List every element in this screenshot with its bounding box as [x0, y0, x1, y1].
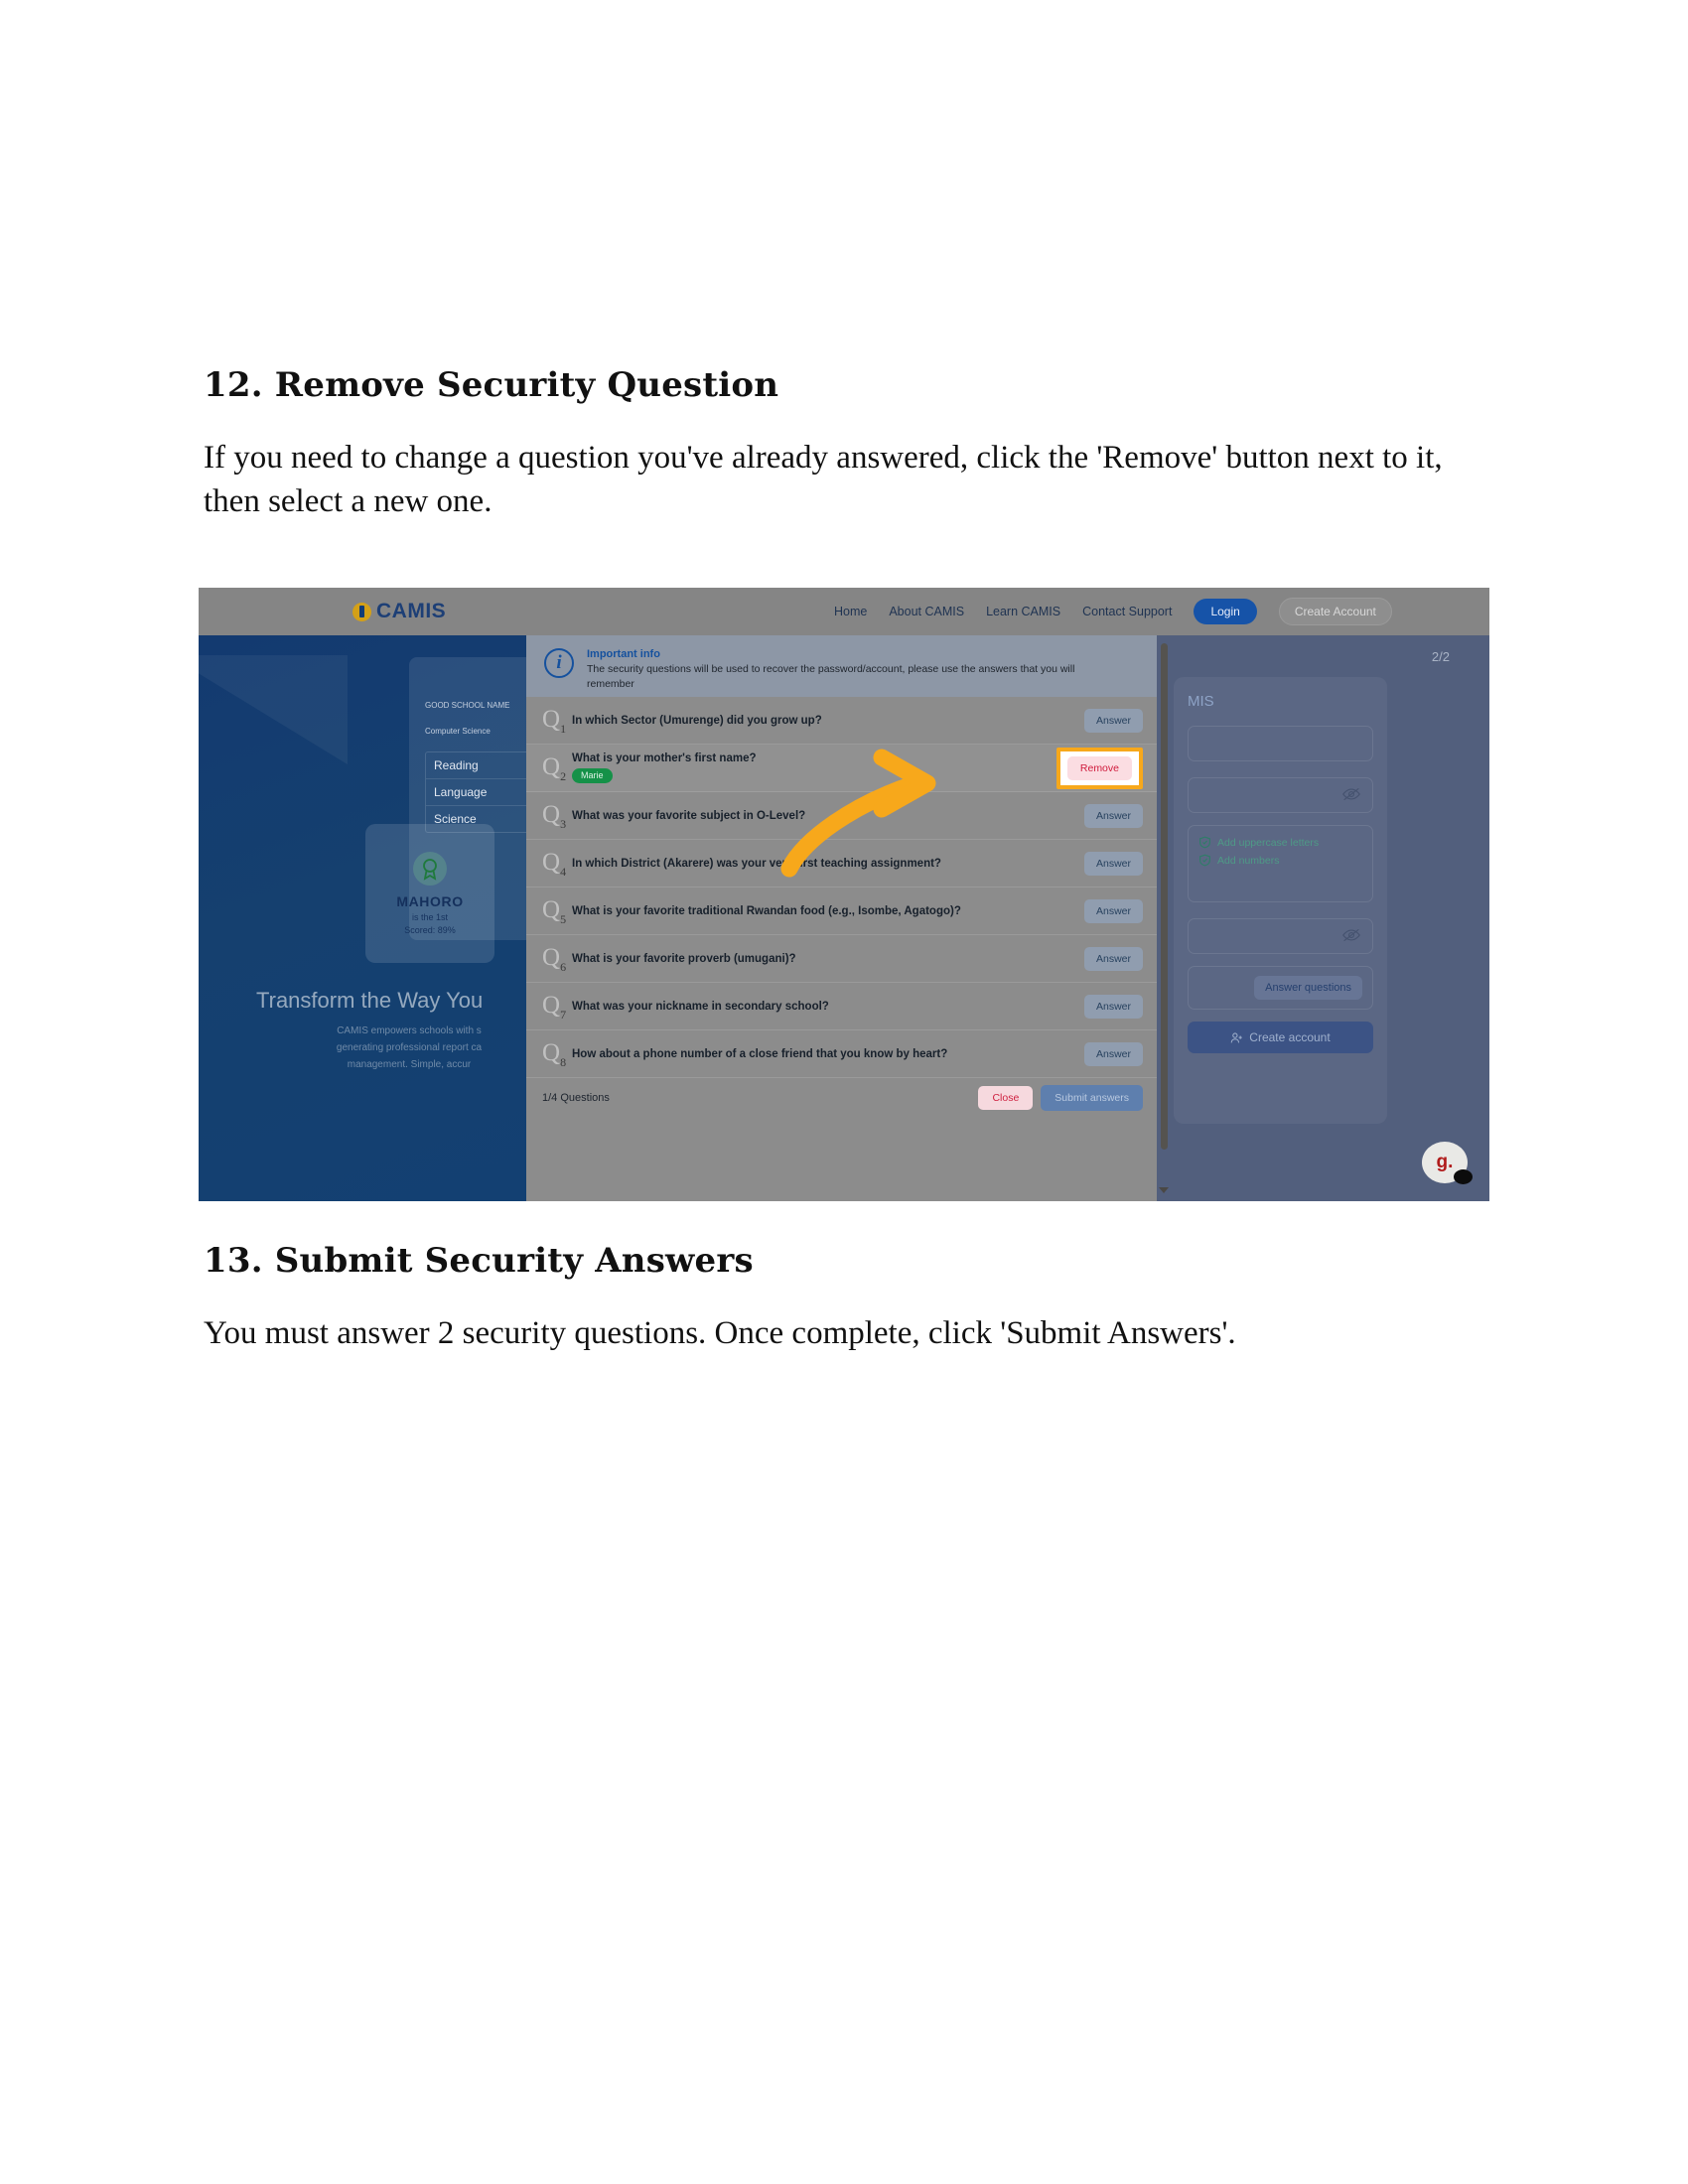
answer-questions-row [1188, 966, 1373, 1010]
question-number-badge: $Q_8$ [542, 1038, 567, 1069]
eye-off-icon[interactable] [1342, 787, 1360, 806]
username-field[interactable] [1188, 726, 1373, 761]
answer-button[interactable]: Answer [1084, 995, 1143, 1019]
question-label: In which Sector (Umurenge) did you grow up? [572, 714, 822, 727]
question-text-wrap [572, 1001, 1084, 1013]
award-card-preview [365, 824, 494, 963]
question-text-wrap [572, 905, 1084, 917]
question-text-wrap [572, 715, 1084, 727]
scrollbar-thumb[interactable] [1161, 643, 1168, 1150]
hero-panel [199, 635, 526, 1201]
question-number-badge: $Q_6$ [542, 943, 567, 974]
hint-uppercase-label: Add uppercase letters [1217, 836, 1320, 849]
decorative-triangle [169, 655, 348, 764]
nav-link-contact-support[interactable]: Contact Support [1082, 605, 1173, 618]
question-text-wrap [572, 752, 1056, 784]
nav-link-about-camis[interactable]: About CAMIS [889, 605, 965, 618]
password-hints [1188, 825, 1373, 902]
question-label: What is your mother's first name? [572, 751, 757, 764]
camis-logo[interactable] [352, 600, 446, 623]
report-subject-row: Reading [426, 752, 601, 779]
answer-button[interactable]: Answer [1084, 852, 1143, 876]
hero-subtext-line-1: CAMIS empowers schools with s [337, 1025, 482, 1036]
remove-button-highlight [1056, 748, 1143, 789]
question-progress-count: 1/4 Questions [542, 1092, 610, 1104]
camis-logo-icon [352, 603, 371, 621]
remove-button[interactable]: Remove [1067, 756, 1132, 780]
answer-questions-button[interactable]: Answer questions [1254, 976, 1362, 1000]
answer-button[interactable]: Answer [1084, 1042, 1143, 1066]
eye-off-icon[interactable] [1342, 928, 1360, 947]
hint-numbers [1198, 854, 1362, 867]
security-questions-modal [526, 635, 1157, 1201]
user-icon [1230, 1031, 1243, 1044]
create-account-submit-button[interactable] [1188, 1022, 1373, 1053]
question-number-badge: $Q_4$ [542, 848, 567, 879]
section-12-heading: 12. Remove Security Question [204, 365, 779, 405]
question-row-7 [526, 983, 1157, 1030]
question-text-wrap [572, 858, 1084, 870]
award-ribbon-icon [413, 852, 447, 886]
login-button[interactable]: Login [1194, 599, 1256, 624]
question-number: 6 [560, 959, 567, 974]
important-info-body: The security questions will be used to recover the password/account, please use the answers that you will remember [587, 663, 1075, 691]
answered-value-badge: Marie [572, 768, 613, 783]
create-account-submit-label: Create account [1249, 1030, 1331, 1044]
signup-card-title: MIS [1188, 693, 1214, 710]
modal-footer [526, 1078, 1157, 1118]
security-question-list [526, 697, 1157, 1078]
scroll-down-arrow-icon[interactable] [1159, 1187, 1169, 1193]
signup-card [1174, 677, 1387, 1124]
confirm-password-field[interactable] [1188, 918, 1373, 954]
question-number: 4 [560, 864, 567, 879]
camis-logo-text: CAMIS [376, 600, 447, 622]
hero-subtext [260, 1023, 558, 1073]
navbar-links [834, 598, 1392, 625]
answer-button[interactable]: Answer [1084, 804, 1143, 828]
section-13-heading: 13. Submit Security Answers [204, 1241, 754, 1281]
question-row-1 [526, 697, 1157, 745]
question-text-wrap [572, 953, 1084, 965]
question-label: What is your favorite traditional Rwandan food (e.g., Isombe, Agatogo)? [572, 904, 961, 917]
question-number: 3 [560, 816, 567, 831]
question-row-6 [526, 935, 1157, 983]
section-12-paragraph: If you need to change a question you've already answered, click the 'Remove' button next to it, then select a new one. [204, 440, 1443, 519]
answer-button[interactable]: Answer [1084, 947, 1143, 971]
question-number-badge: $Q_3$ [542, 800, 567, 831]
question-text-wrap [572, 1048, 1084, 1060]
modal-scrollbar[interactable] [1159, 643, 1170, 1189]
create-account-button[interactable]: Create Account [1279, 598, 1392, 625]
question-row-2 [526, 745, 1157, 792]
nav-link-home[interactable]: Home [834, 605, 868, 618]
section-13-paragraph: You must answer 2 security questions. Once complete, click 'Submit Answers'. [204, 1315, 1236, 1351]
hero-subtext-line-2: generating professional report ca [336, 1042, 483, 1053]
question-label: What is your favorite proverb (umugani)? [572, 952, 796, 965]
report-school-name: GOOD SCHOOL NAME [425, 701, 510, 710]
question-text-wrap [572, 810, 1084, 822]
question-number: 7 [560, 1007, 567, 1022]
embedded-screenshot [199, 588, 1489, 1201]
question-label: What was your favorite subject in O-Level? [572, 809, 806, 822]
hint-uppercase [1198, 836, 1362, 849]
question-row-8 [526, 1030, 1157, 1078]
scrollbar-track[interactable] [1159, 643, 1170, 1189]
award-student-name: MAHORO [396, 893, 464, 909]
hint-numbers-label: Add numbers [1217, 854, 1280, 867]
answer-button[interactable]: Answer [1084, 709, 1143, 733]
app-navbar [199, 588, 1489, 635]
question-number-badge: $Q_5$ [542, 895, 567, 926]
signup-panel [1157, 635, 1489, 1201]
question-number: 1 [560, 721, 567, 736]
nav-link-learn-camis[interactable]: Learn CAMIS [986, 605, 1061, 618]
question-number: 8 [560, 1054, 567, 1069]
award-score: Scored: 89% [404, 925, 456, 935]
info-icon: i [544, 648, 574, 678]
answer-button[interactable]: Answer [1084, 899, 1143, 923]
question-row-5 [526, 887, 1157, 935]
hero-subtext-line-3: management. Simple, accur [347, 1059, 472, 1070]
submit-answers-button[interactable]: Submit answers [1041, 1085, 1143, 1111]
question-number-badge: $Q_7$ [542, 991, 567, 1022]
important-info-title: Important info [587, 648, 660, 660]
question-number-badge: $Q_1$ [542, 705, 567, 736]
report-subject-row: Language [426, 779, 601, 806]
question-label: How about a phone number of a close friend that you know by heart? [572, 1047, 948, 1060]
password-field[interactable] [1188, 777, 1373, 813]
question-label: In which District (Akarere) was your very first teaching assignment? [572, 857, 941, 870]
grammarly-widget-badge[interactable]: g. [1422, 1142, 1468, 1183]
report-subject-row: Science [434, 812, 477, 827]
important-info-banner [526, 635, 1157, 697]
question-row-3 [526, 792, 1157, 840]
award-rank: is the 1st [411, 912, 449, 922]
report-course: Computer Science [425, 726, 491, 736]
close-button[interactable]: Close [978, 1086, 1033, 1110]
question-label: What was your nickname in secondary school? [572, 1000, 829, 1013]
step-indicator: 2/2 [1431, 649, 1450, 664]
question-number-badge: $Q_2$ [542, 752, 567, 783]
question-row-4 [526, 840, 1157, 887]
question-number: 2 [560, 768, 567, 783]
question-number: 5 [560, 911, 567, 926]
hero-title: Transform the Way You [256, 988, 484, 1013]
